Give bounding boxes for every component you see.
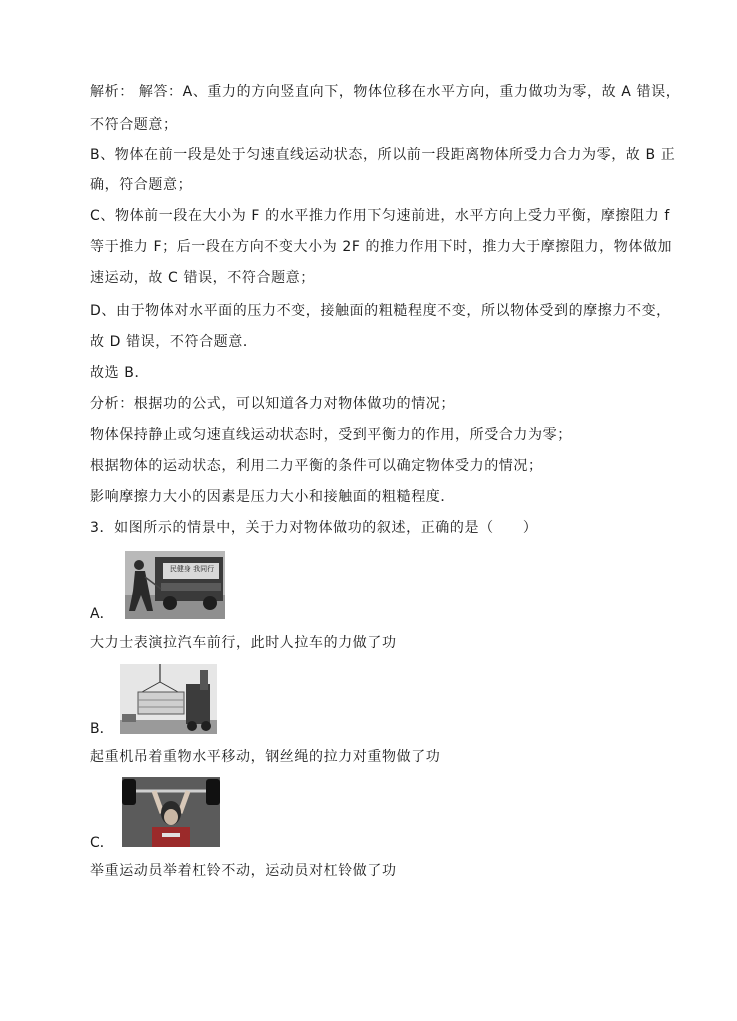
option-b-letter: B． — [90, 721, 114, 737]
truck-banner: 民健身 我同行 — [169, 565, 215, 573]
option-b-text: 起重机吊着重物水平移动，钢丝绳的拉力对重物做了功 — [90, 749, 441, 765]
answer-line: 故选 B． — [90, 365, 150, 381]
analysis-line: 故 D 错误，不符合题意． — [90, 334, 258, 350]
option-a-image — [125, 551, 225, 619]
analysis-line: 确，符合题意； — [90, 177, 193, 193]
question-stem: 3．如图所示的情景中，关于力对物体做功的叙述，正确的是（ ） — [90, 520, 538, 536]
option-a-text: 大力士表演拉汽车前行，此时人拉车的力做了功 — [90, 635, 397, 651]
analysis-line: 物体保持静止或匀速直线运动状态时，受到平衡力的作用，所受合力为零； — [90, 427, 572, 443]
analysis-line: C、物体前一段在大小为 F 的水平推力作用下匀速前进，水平方向上受力平衡，摩擦阻力 f — [90, 208, 670, 224]
option-c-image — [122, 777, 220, 847]
analysis-line: D、由于物体对水平面的压力不变，接触面的粗糙程度不变，所以物体受到的摩擦力不变， — [90, 303, 671, 319]
analysis-line: B、物体在前一段是处于匀速直线运动状态，所以前一段距离物体所受力合力为零，故 B 正 — [90, 147, 676, 163]
option-c-letter: C． — [90, 835, 114, 851]
option-a-letter: A． — [90, 606, 114, 622]
analysis-line: 分析：根据功的公式，可以知道各力对物体做功的情况； — [90, 396, 455, 412]
analysis-line: 影响摩擦力大小的因素是压力大小和接触面的粗糙程度． — [90, 489, 455, 505]
option-b-image — [120, 664, 217, 734]
option-c-text: 举重运动员举着杠铃不动，运动员对杠铃做了功 — [90, 863, 397, 879]
analysis-line: 速运动，故 C 错误，不符合题意； — [90, 270, 315, 286]
analysis-line: 不符合题意； — [90, 117, 178, 133]
analysis-line: 等于推力 F；后一段在方向不变大小为 2F 的推力作用下时，推力大于摩擦阻力，物体做加 — [90, 239, 673, 255]
analysis-line: 根据物体的运动状态，利用二力平衡的条件可以确定物体受力的情况； — [90, 458, 543, 474]
analysis-line: 解析： 解答：A、重力的方向竖直向下，物体位移在水平方向，重力做功为零，故 A 错误， — [90, 84, 681, 100]
